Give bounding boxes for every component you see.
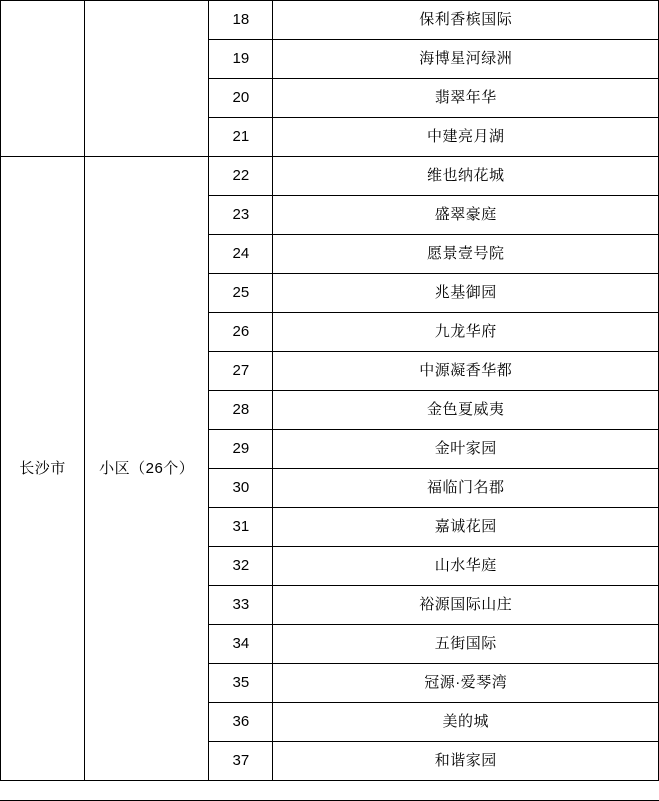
category-cell: 小区（26个） xyxy=(85,157,209,781)
community-name: 五街国际 xyxy=(273,625,659,664)
community-name: 中建亮月湖 xyxy=(273,118,659,157)
community-name: 金叶家园 xyxy=(273,430,659,469)
community-name: 美的城 xyxy=(273,703,659,742)
row-index: 35 xyxy=(209,664,273,703)
community-name: 保利香槟国际 xyxy=(273,1,659,40)
row-index: 25 xyxy=(209,274,273,313)
community-name: 海博星河绿洲 xyxy=(273,40,659,79)
row-index: 18 xyxy=(209,1,273,40)
row-index: 30 xyxy=(209,469,273,508)
community-name: 维也纳花城 xyxy=(273,157,659,196)
row-index: 36 xyxy=(209,703,273,742)
table-body xyxy=(1,1,659,781)
row-index: 23 xyxy=(209,196,273,235)
city-cell-continued xyxy=(1,1,85,157)
row-index: 19 xyxy=(209,40,273,79)
community-name: 山水华庭 xyxy=(273,547,659,586)
community-name: 九龙华府 xyxy=(273,313,659,352)
community-name: 盛翠豪庭 xyxy=(273,196,659,235)
table-row xyxy=(1,157,659,196)
row-index: 31 xyxy=(209,508,273,547)
community-name: 中源凝香华都 xyxy=(273,352,659,391)
row-index: 32 xyxy=(209,547,273,586)
city-cell: 长沙市 xyxy=(1,157,85,781)
row-index: 33 xyxy=(209,586,273,625)
category-cell-continued xyxy=(85,1,209,157)
row-index: 21 xyxy=(209,118,273,157)
row-index: 24 xyxy=(209,235,273,274)
community-name: 金色夏威夷 xyxy=(273,391,659,430)
community-name: 翡翠年华 xyxy=(273,79,659,118)
row-index: 28 xyxy=(209,391,273,430)
row-index: 37 xyxy=(209,742,273,781)
community-name: 愿景壹号院 xyxy=(273,235,659,274)
community-name: 嘉诚花园 xyxy=(273,508,659,547)
row-index: 27 xyxy=(209,352,273,391)
row-index: 26 xyxy=(209,313,273,352)
community-name: 冠源·爱琴湾 xyxy=(273,664,659,703)
table-row xyxy=(1,1,659,40)
row-index: 22 xyxy=(209,157,273,196)
row-index: 29 xyxy=(209,430,273,469)
community-name: 和谐家园 xyxy=(273,742,659,781)
community-name: 裕源国际山庄 xyxy=(273,586,659,625)
row-index: 20 xyxy=(209,79,273,118)
community-name: 兆基御园 xyxy=(273,274,659,313)
community-name: 福临门名郡 xyxy=(273,469,659,508)
row-index: 34 xyxy=(209,625,273,664)
